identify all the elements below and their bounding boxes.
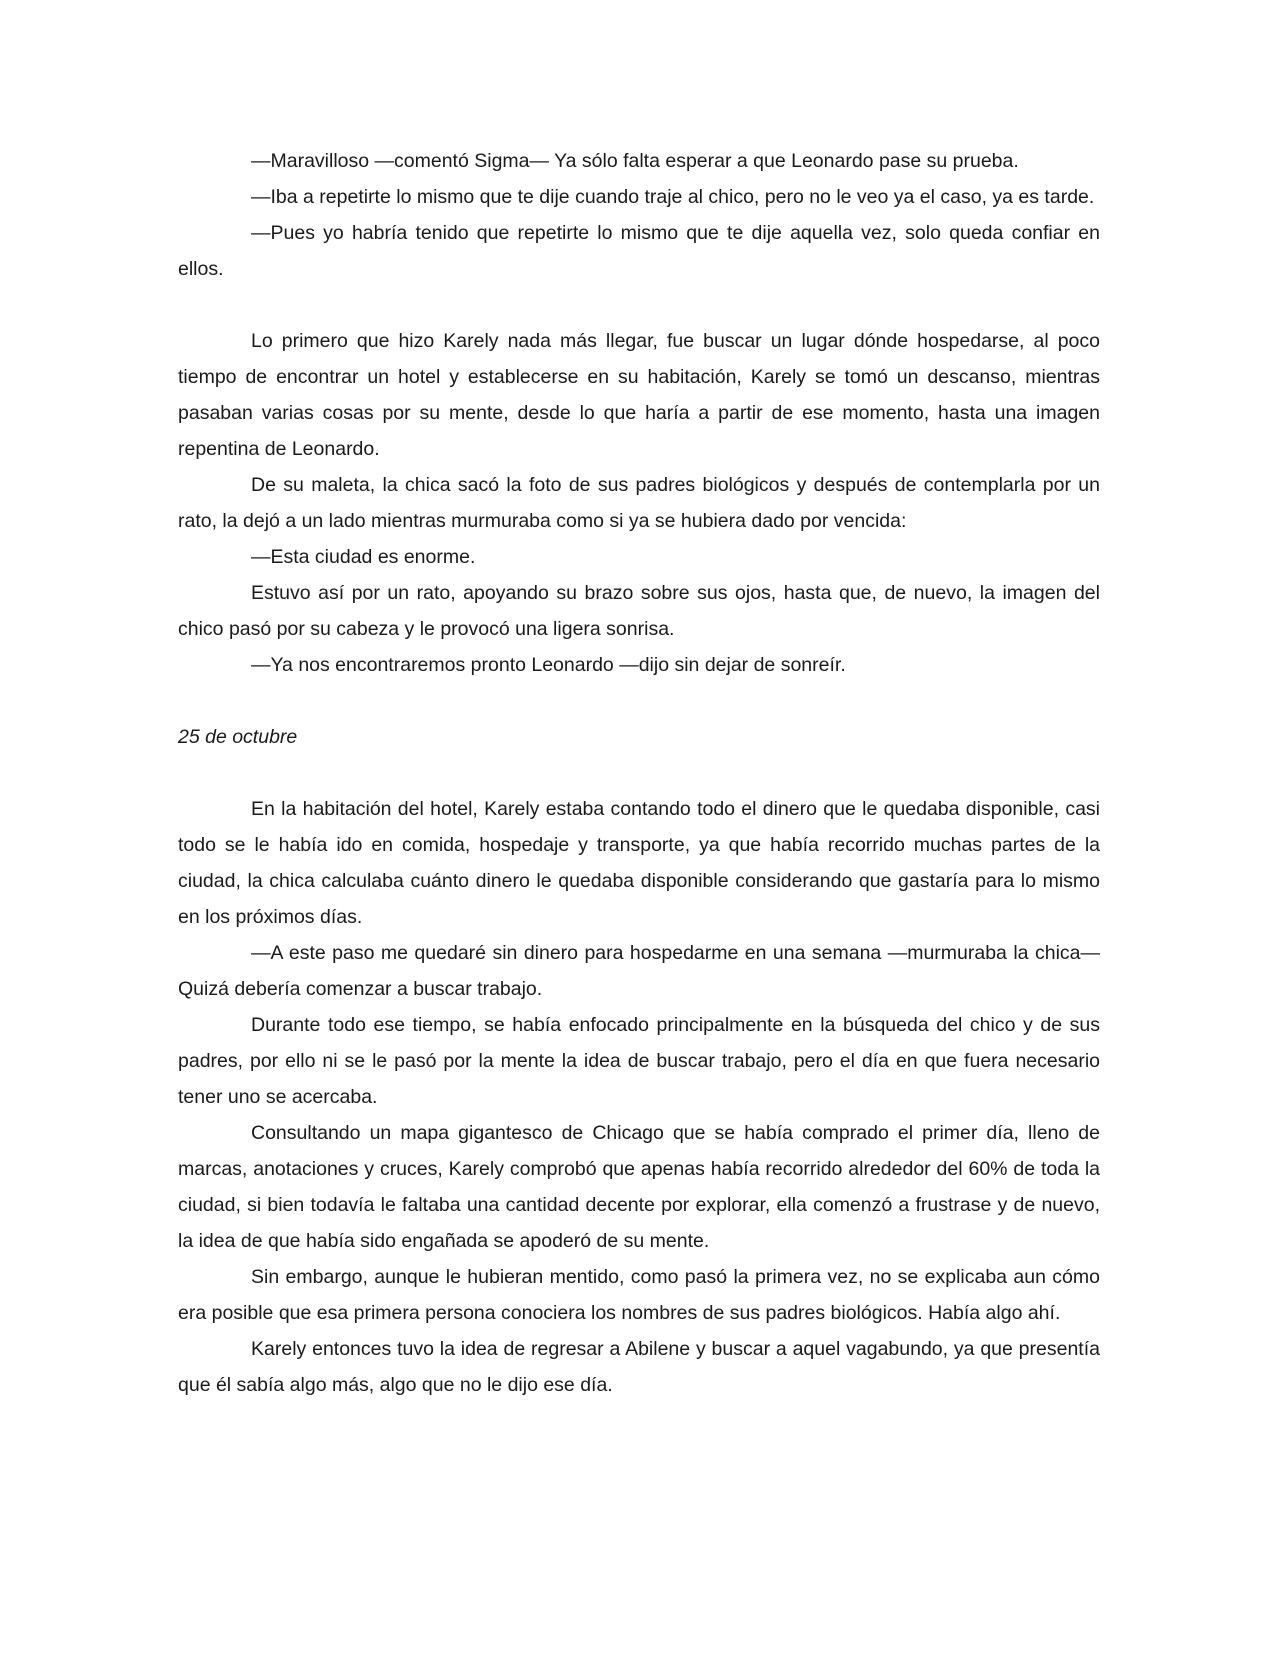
paragraph: Estuvo así por un rato, apoyando su brazo sobre sus ojos, hasta que, de nuevo, la imagen del chico pasó por su cabeza y le provocó una ligera sonrisa. <box>178 582 1100 640</box>
paragraph: De su maleta, la chica sacó la foto de sus padres biológicos y después de contemplarla por un rato, la dejó a un lado mientras murmuraba como si ya se hubiera dado por vencida: <box>178 474 1100 532</box>
paragraph: —Esta ciudad es enorme. <box>251 546 476 568</box>
paragraph: Durante todo ese tiempo, se había enfocado principalmente en la búsqueda del chico y de sus padres, por ello ni se le pasó por la mente la idea de buscar trabajo, pero el día en que fuera necesario tener uno se acercaba. <box>178 1014 1100 1108</box>
blank-line <box>178 287 1100 323</box>
date-heading: 25 de octubre <box>178 726 298 748</box>
blank-line <box>178 683 1100 719</box>
paragraph: —Ya nos encontraremos pronto Leonardo —dijo sin dejar de sonreír. <box>251 654 846 676</box>
paragraph: Sin embargo, aunque le hubieran mentido, como pasó la primera vez, no se explicaba aun cómo era posible que esa primera persona conociera los nombres de sus padres biológicos. Había algo ahí. <box>178 1266 1100 1324</box>
paragraph: —Iba a repetirte lo mismo que te dije cuando traje al chico, pero no le veo ya el caso, ya es tarde. <box>251 186 1095 208</box>
document-body <box>178 143 1100 1403</box>
paragraph: En la habitación del hotel, Karely estaba contando todo el dinero que le quedaba disponible, casi todo se le había ido en comida, hospedaje y transporte, ya que había recorrido muchas partes de la ciudad, la chica calculaba cuánto dinero le quedaba disponible considerando que gastaría para lo mismo en los próximos días. <box>178 798 1100 928</box>
paragraph: —Maravilloso —comentó Sigma— Ya sólo falta esperar a que Leonardo pase su prueba. <box>251 150 1019 172</box>
paragraph: Karely entonces tuvo la idea de regresar a Abilene y buscar a aquel vagabundo, ya que presentía que él sabía algo más, algo que no le dijo ese día. <box>178 1338 1100 1396</box>
blank-line <box>178 755 1100 791</box>
paragraph: —A este paso me quedaré sin dinero para hospedarme en una semana —murmuraba la chica— Quizá debería comenzar a buscar trabajo. <box>178 942 1100 1000</box>
paragraph: Consultando un mapa gigantesco de Chicago que se había comprado el primer día, lleno de marcas, anotaciones y cruces, Karely comprobó que apenas había recorrido alrededor del 60% de toda la ciudad, si bien todavía le faltaba una cantidad decente por explorar, ella comenzó a frustrase y de nuevo, la idea de que había sido engañada se apoderó de su mente. <box>178 1122 1100 1252</box>
paragraph: —Pues yo habría tenido que repetirte lo mismo que te dije aquella vez, solo queda confiar en ellos. <box>178 222 1100 280</box>
paragraph: Lo primero que hizo Karely nada más llegar, fue buscar un lugar dónde hospedarse, al poco tiempo de encontrar un hotel y establecerse en su habitación, Karely se tomó un descanso, mientras pasaban varias cosas por su mente, desde lo que haría a partir de ese momento, hasta una imagen repentina de Leonardo. <box>178 330 1100 460</box>
